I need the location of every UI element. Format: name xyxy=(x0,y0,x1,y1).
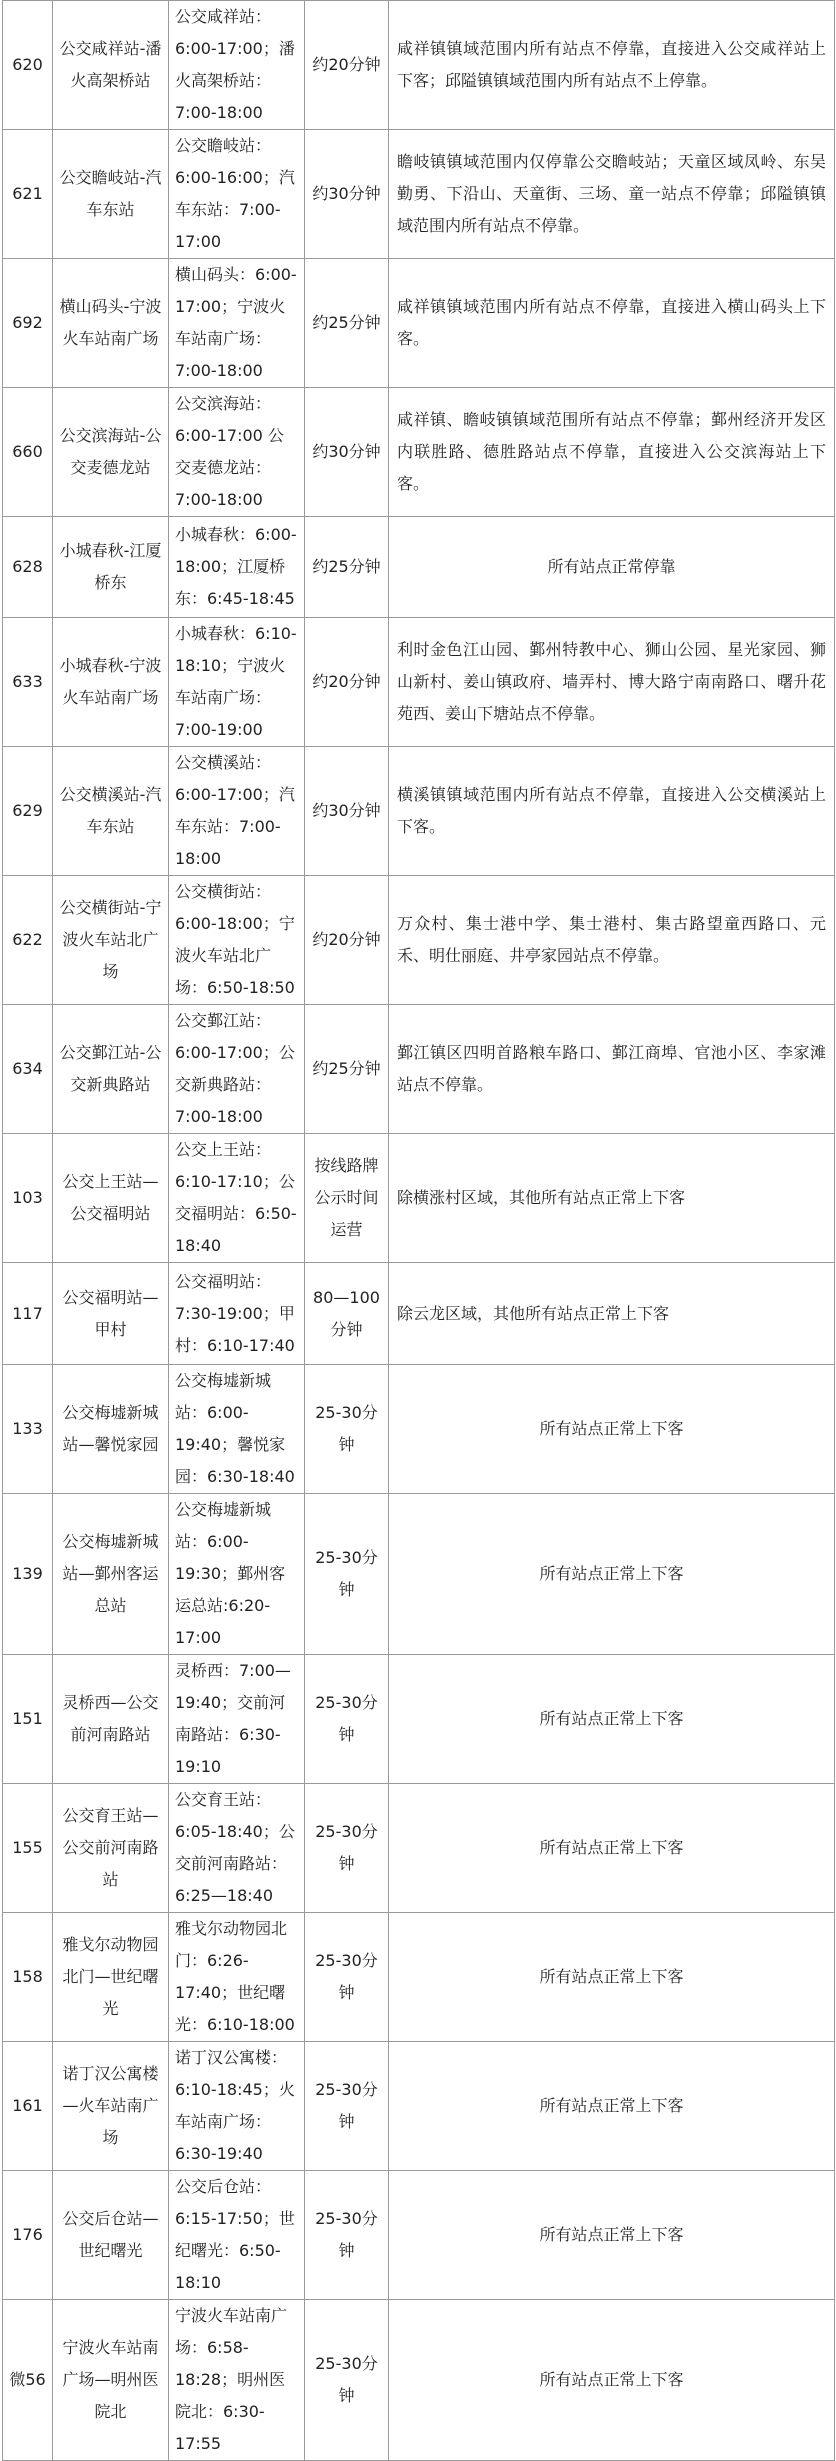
route-duration: 25-30分钟 xyxy=(305,1784,389,1913)
route-time: 诺丁汉公寓楼：6:10-18:45；火车站南广场：6:30-19:40 xyxy=(169,2042,305,2171)
route-note: 万众村、集士港中学、集士港村、集古路望童西路口、元禾、明仕丽庭、井亭家园站点不停靠。 xyxy=(389,876,835,1005)
route-number: 139 xyxy=(3,1494,53,1655)
route-name: 公交梅墟新城站—鄞州客运总站 xyxy=(53,1494,169,1655)
route-time: 公交梅墟新城站：6:00-19:40；馨悦家园：6:30-18:40 xyxy=(169,1365,305,1494)
route-note: 除横涨村区域，其他所有站点正常上下客 xyxy=(389,1134,835,1263)
route-duration: 按线路牌公示时间运营 xyxy=(305,1134,389,1263)
route-note: 咸祥镇镇域范围内所有站点不停靠，直接进入横山码头上下客。 xyxy=(389,259,835,388)
table-row xyxy=(3,517,835,618)
route-note: 所有站点正常上下客 xyxy=(389,2171,835,2300)
route-number: 634 xyxy=(3,1005,53,1134)
table-row xyxy=(3,1913,835,2042)
table-row xyxy=(3,2171,835,2300)
table-row xyxy=(3,1263,835,1365)
route-time: 公交后仓站：6:15-17:50；世纪曙光：6:50-18:10 xyxy=(169,2171,305,2300)
route-note: 所有站点正常上下客 xyxy=(389,1913,835,2042)
table-row xyxy=(3,1005,835,1134)
route-duration: 约30分钟 xyxy=(305,130,389,259)
route-name: 公交瞻岐站-汽车东站 xyxy=(53,130,169,259)
route-time: 灵桥西：7:00—19:40；交前河南路站：6:30-19:10 xyxy=(169,1655,305,1784)
route-name: 小城春秋-宁波火车站南广场 xyxy=(53,618,169,747)
route-duration: 25-30分钟 xyxy=(305,2042,389,2171)
route-note: 所有站点正常上下客 xyxy=(389,1655,835,1784)
route-number: 微56 xyxy=(3,2300,53,2461)
table-row xyxy=(3,1134,835,1263)
table-row xyxy=(3,2042,835,2171)
table-row xyxy=(3,2300,835,2461)
table-row xyxy=(3,747,835,876)
route-duration: 约25分钟 xyxy=(305,259,389,388)
route-time: 公交横溪站：6:00-17:00；汽车东站：7:00-18:00 xyxy=(169,747,305,876)
route-number: 176 xyxy=(3,2171,53,2300)
route-name: 诺丁汉公寓楼—火车站南广场 xyxy=(53,2042,169,2171)
route-number: 155 xyxy=(3,1784,53,1913)
table-row xyxy=(3,259,835,388)
route-note: 所有站点正常上下客 xyxy=(389,1365,835,1494)
route-note: 所有站点正常上下客 xyxy=(389,2300,835,2461)
route-number: 692 xyxy=(3,259,53,388)
route-name: 公交横街站-宁波火车站北广场 xyxy=(53,876,169,1005)
table-row xyxy=(3,876,835,1005)
route-number: 628 xyxy=(3,517,53,618)
route-duration: 约30分钟 xyxy=(305,747,389,876)
route-time: 公交梅墟新城站：6:00-19:30；鄞州客运总站:6:20-17:00 xyxy=(169,1494,305,1655)
route-number: 158 xyxy=(3,1913,53,2042)
table-row xyxy=(3,388,835,517)
table-row xyxy=(3,130,835,259)
route-note: 咸祥镇、瞻岐镇镇域范围所有站点不停靠；鄞州经济开发区内联胜路、德胜路站点不停靠，直接进入公交滨海站上下客。 xyxy=(389,388,835,517)
route-number: 621 xyxy=(3,130,53,259)
route-name: 公交梅墟新城站—馨悦家园 xyxy=(53,1365,169,1494)
route-note: 鄞江镇区四明首路粮车路口、鄞江商埠、官池小区、李家滩站点不停靠。 xyxy=(389,1005,835,1134)
route-duration: 25-30分钟 xyxy=(305,2300,389,2461)
route-duration: 约20分钟 xyxy=(305,618,389,747)
route-note: 咸祥镇镇域范围内所有站点不停靠，直接进入公交咸祥站上下客；邱隘镇镇域范围内所有站点不上停靠。 xyxy=(389,1,835,130)
table-row xyxy=(3,1494,835,1655)
route-number: 620 xyxy=(3,1,53,130)
route-duration: 约20分钟 xyxy=(305,1,389,130)
route-name: 公交福明站—甲村 xyxy=(53,1263,169,1365)
route-number: 117 xyxy=(3,1263,53,1365)
route-duration: 25-30分钟 xyxy=(305,1913,389,2042)
route-time: 公交横街站：6:00-18:00；宁波火车站北广场：6:50-18:50 xyxy=(169,876,305,1005)
table-row xyxy=(3,1784,835,1913)
route-duration: 25-30分钟 xyxy=(305,1365,389,1494)
route-duration: 约25分钟 xyxy=(305,517,389,618)
route-name: 公交上王站—公交福明站 xyxy=(53,1134,169,1263)
route-name: 灵桥西—公交前河南路站 xyxy=(53,1655,169,1784)
route-name: 公交咸祥站-潘火高架桥站 xyxy=(53,1,169,130)
route-note: 除云龙区域，其他所有站点正常上下客 xyxy=(389,1263,835,1365)
route-duration: 25-30分钟 xyxy=(305,1655,389,1784)
route-duration: 25-30分钟 xyxy=(305,1494,389,1655)
route-name: 小城春秋-江厦桥东 xyxy=(53,517,169,618)
route-name: 横山码头-宁波火车站南广场 xyxy=(53,259,169,388)
route-name: 公交滨海站-公交麦德龙站 xyxy=(53,388,169,517)
route-note: 所有站点正常上下客 xyxy=(389,2042,835,2171)
route-time: 公交咸祥站：6:00-17:00；潘火高架桥站：7:00-18:00 xyxy=(169,1,305,130)
route-number: 660 xyxy=(3,388,53,517)
route-note: 利时金色江山园、鄞州特教中心、狮山公园、星光家园、狮山新村、姜山镇政府、墙弄村、博大路宁南南路口、曙升花苑西、姜山下塘站点不停靠。 xyxy=(389,618,835,747)
route-time: 雅戈尔动物园北门：6:26-17:40；世纪曙光：6:10-18:00 xyxy=(169,1913,305,2042)
route-name: 宁波火车站南广场—明州医院北 xyxy=(53,2300,169,2461)
route-name: 公交横溪站-汽车东站 xyxy=(53,747,169,876)
route-duration: 80—100分钟 xyxy=(305,1263,389,1365)
route-duration: 约20分钟 xyxy=(305,876,389,1005)
route-note: 所有站点正常上下客 xyxy=(389,1494,835,1655)
table-row xyxy=(3,1,835,130)
route-time: 公交滨海站：6:00-17:00 公交麦德龙站：7:00-18:00 xyxy=(169,388,305,517)
route-duration: 约30分钟 xyxy=(305,388,389,517)
route-number: 133 xyxy=(3,1365,53,1494)
route-time: 宁波火车站南广场：6:58-18:28；明州医院北：6:30-17:55 xyxy=(169,2300,305,2461)
route-number: 103 xyxy=(3,1134,53,1263)
route-number: 151 xyxy=(3,1655,53,1784)
route-time: 公交福明站：7:30-19:00；甲村：6:10-17:40 xyxy=(169,1263,305,1365)
table-row xyxy=(3,618,835,747)
route-time: 横山码头：6:00-17:00；宁波火车站南广场：7:00-18:00 xyxy=(169,259,305,388)
route-duration: 25-30分钟 xyxy=(305,2171,389,2300)
route-number: 633 xyxy=(3,618,53,747)
route-time: 公交鄞江站：6:00-17:00；公交新典路站：7:00-18:00 xyxy=(169,1005,305,1134)
route-name: 公交后仓站—世纪曙光 xyxy=(53,2171,169,2300)
route-note: 横溪镇镇域范围内所有站点不停靠，直接进入公交横溪站上下客。 xyxy=(389,747,835,876)
route-note: 所有站点正常上下客 xyxy=(389,1784,835,1913)
route-note: 所有站点正常停靠 xyxy=(389,517,835,618)
route-time: 公交瞻岐站：6:00-16:00；汽车东站：7:00-17:00 xyxy=(169,130,305,259)
route-number: 629 xyxy=(3,747,53,876)
route-number: 161 xyxy=(3,2042,53,2171)
table-row xyxy=(3,1655,835,1784)
route-time: 公交育王站：6:05-18:40；公交前河南路站：6:25—18:40 xyxy=(169,1784,305,1913)
bus-route-table xyxy=(2,0,835,2461)
route-name: 公交育王站—公交前河南路站 xyxy=(53,1784,169,1913)
route-number: 622 xyxy=(3,876,53,1005)
route-name: 公交鄞江站-公交新典路站 xyxy=(53,1005,169,1134)
route-time: 公交上王站：6:10-17:10；公交福明站：6:50-18:40 xyxy=(169,1134,305,1263)
route-name: 雅戈尔动物园北门—世纪曙光 xyxy=(53,1913,169,2042)
table-row xyxy=(3,1365,835,1494)
route-time: 小城春秋：6:00-18:00；江厦桥东：6:45-18:45 xyxy=(169,517,305,618)
route-duration: 约25分钟 xyxy=(305,1005,389,1134)
route-time: 小城春秋：6:10-18:10；宁波火车站南广场：7:00-19:00 xyxy=(169,618,305,747)
route-note: 瞻岐镇镇域范围内仅停靠公交瞻岐站；天童区域凤岭、东吴勤勇、下沿山、天童街、三场、童一站点不停靠；邱隘镇镇域范围内所有站点不停靠。 xyxy=(389,130,835,259)
